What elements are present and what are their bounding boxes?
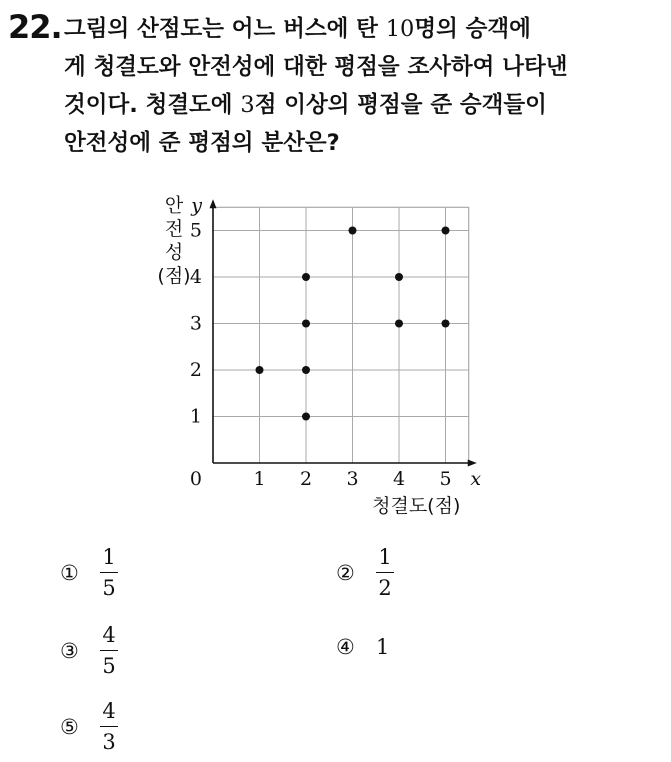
data-point (256, 366, 264, 374)
numerator: 4 (102, 699, 116, 723)
numerator: 1 (378, 545, 392, 569)
y-tick-label: 5 (189, 219, 202, 242)
choice-value: 1 (376, 635, 390, 659)
y-tick-label: 4 (189, 266, 202, 288)
question-text (64, 10, 654, 162)
x-axis-label: 청결도(점) (372, 495, 461, 517)
choice-marker: ⑤ (60, 714, 79, 739)
choice-fraction (100, 623, 118, 678)
fraction-bar (100, 726, 118, 727)
y-axis-label-part: 전 (164, 217, 184, 240)
choice-2[interactable] (336, 545, 394, 600)
question-number: 22. (8, 8, 62, 46)
fraction-bar (100, 650, 118, 651)
y-axis-label-part: 성 (164, 241, 184, 264)
choice-4[interactable] (336, 635, 389, 659)
choice-fraction (376, 545, 394, 600)
x-tick-label: 3 (346, 468, 359, 490)
denominator: 3 (102, 730, 116, 754)
choice-3[interactable] (60, 623, 118, 678)
scatter-plot (150, 178, 510, 523)
choice-marker: ① (60, 560, 79, 585)
data-point (302, 366, 310, 374)
y-axis-label-part: (점) (157, 264, 191, 287)
numerator: 1 (102, 545, 116, 569)
data-point (349, 227, 357, 235)
data-point (395, 320, 403, 328)
y-axis-arrow (210, 199, 217, 208)
data-point (302, 273, 310, 281)
data-point (395, 273, 403, 281)
question-line-1: 그림의 산점도는 어느 버스에 탄 10명의 승객에 (64, 16, 531, 42)
question-line-2: 게 청결도와 안전성에 대한 평점을 조사하여 나타낸 (64, 54, 568, 80)
numerator: 4 (102, 623, 116, 647)
x-tick-label: 5 (439, 468, 452, 490)
choice-1[interactable] (60, 545, 118, 600)
y-tick-label: 2 (189, 359, 202, 381)
fraction-bar (100, 572, 118, 573)
choice-fraction (100, 545, 118, 600)
x-axis-variable: x (470, 468, 482, 490)
question-line-4: 안전성에 준 평점의 분산은? (64, 130, 340, 156)
choice-5[interactable] (60, 699, 118, 754)
x-tick-label: 4 (392, 468, 406, 490)
fraction-bar (376, 572, 394, 573)
denominator: 5 (102, 654, 116, 678)
y-tick-label: 1 (189, 405, 202, 428)
choice-fraction (100, 699, 118, 754)
data-point (442, 227, 450, 235)
denominator: 2 (378, 576, 392, 600)
x-axis-arrow (468, 460, 477, 467)
x-tick-label: 2 (299, 468, 313, 490)
question-line-3: 것이다. 청결도에 3점 이상의 평점을 준 승객들이 (64, 92, 547, 118)
x-tick-label: 1 (253, 468, 266, 490)
data-point (302, 413, 310, 421)
choice-marker: ④ (336, 635, 355, 659)
data-point (302, 320, 310, 328)
choice-marker: ② (336, 560, 355, 585)
denominator: 5 (102, 576, 116, 600)
data-point (442, 320, 450, 328)
choice-marker: ③ (60, 638, 79, 663)
y-axis-variable: y (191, 194, 202, 217)
origin-label: 0 (189, 468, 202, 490)
y-axis-label-part: 안 (164, 194, 184, 217)
y-tick-label: 3 (189, 312, 202, 335)
